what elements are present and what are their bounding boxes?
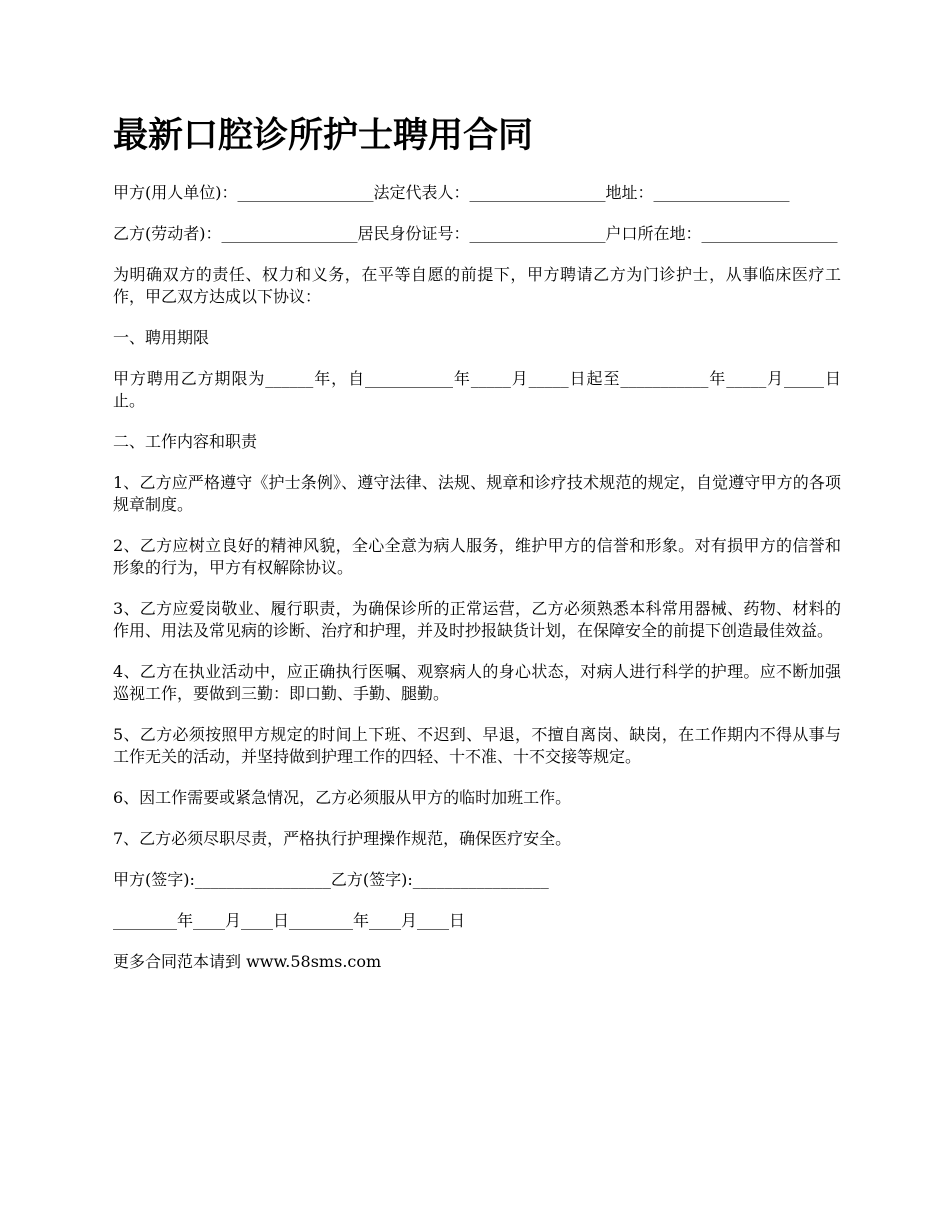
duty-clause-4: 4、乙方在执业活动中，应正确执行医嘱、观察病人的身心状态，对病人进行科学的护理。应不断加强巡视工作，要做到三勤：即口勤、手勤、腿勤。 <box>113 662 841 703</box>
duty-clause-7: 7、乙方必须尽职尽责，严格执行护理操作规范，确保医疗安全。 <box>113 829 572 848</box>
section-heading-duties: 二、工作内容和职责 <box>113 432 258 451</box>
document-title: 最新口腔诊所护士聘用合同 <box>113 116 534 156</box>
date-line: ________年____月____日________年____月____日 <box>113 911 466 930</box>
term-clause: 甲方聘用乙方期限为______年，自___________年_____月_____日起至___________年_____月_____日止。 <box>113 369 841 410</box>
section-heading-term: 一、聘用期限 <box>113 328 210 347</box>
duty-clause-1: 1、乙方应严格遵守《护士条例》、遵守法律、法规、规章和诊疗技术规范的规定，自觉遵守甲方的各项规章制度。 <box>113 473 841 514</box>
duty-clause-2: 2、乙方应树立良好的精神风貌，全心全意为病人服务，维护甲方的信誉和形象。对有损甲方的信誉和形象的行为，甲方有权解除协议。 <box>113 536 841 577</box>
party-b-info: 乙方(劳动者)：_________________居民身份证号：_________________户口所在地：_________________ <box>113 224 838 243</box>
signature-line: 甲方(签字):_________________乙方(签字):_________________ <box>113 870 549 889</box>
party-a-info: 甲方(用人单位)：_________________法定代表人：_________________地址：_________________ <box>113 183 790 202</box>
duty-clause-6: 6、因工作需要或紧急情况，乙方必须服从甲方的临时加班工作。 <box>113 788 572 807</box>
duty-clause-3: 3、乙方应爱岗敬业、履行职责，为确保诊所的正常运营，乙方必须熟悉本科常用器械、药物、材料的作用、用法及常见病的诊断、治疗和护理，并及时抄报缺货计划，在保障安全的前提下创造最佳效益。 <box>113 599 841 640</box>
contract-page <box>113 112 841 992</box>
duty-clause-5: 5、乙方必须按照甲方规定的时间上下班、不迟到、早退，不擅自离岗、缺岗，在工作期内不得从事与工作无关的活动，并坚持做到护理工作的四轻、十不准、十不交接等规定。 <box>113 725 841 766</box>
footer-link-text: 更多合同范本请到 www.58sms.com <box>113 952 382 971</box>
preamble: 为明确双方的责任、权力和义务，在平等自愿的前提下，甲方聘请乙方为门诊护士，从事临床医疗工作，甲乙双方达成以下协议： <box>113 265 841 306</box>
